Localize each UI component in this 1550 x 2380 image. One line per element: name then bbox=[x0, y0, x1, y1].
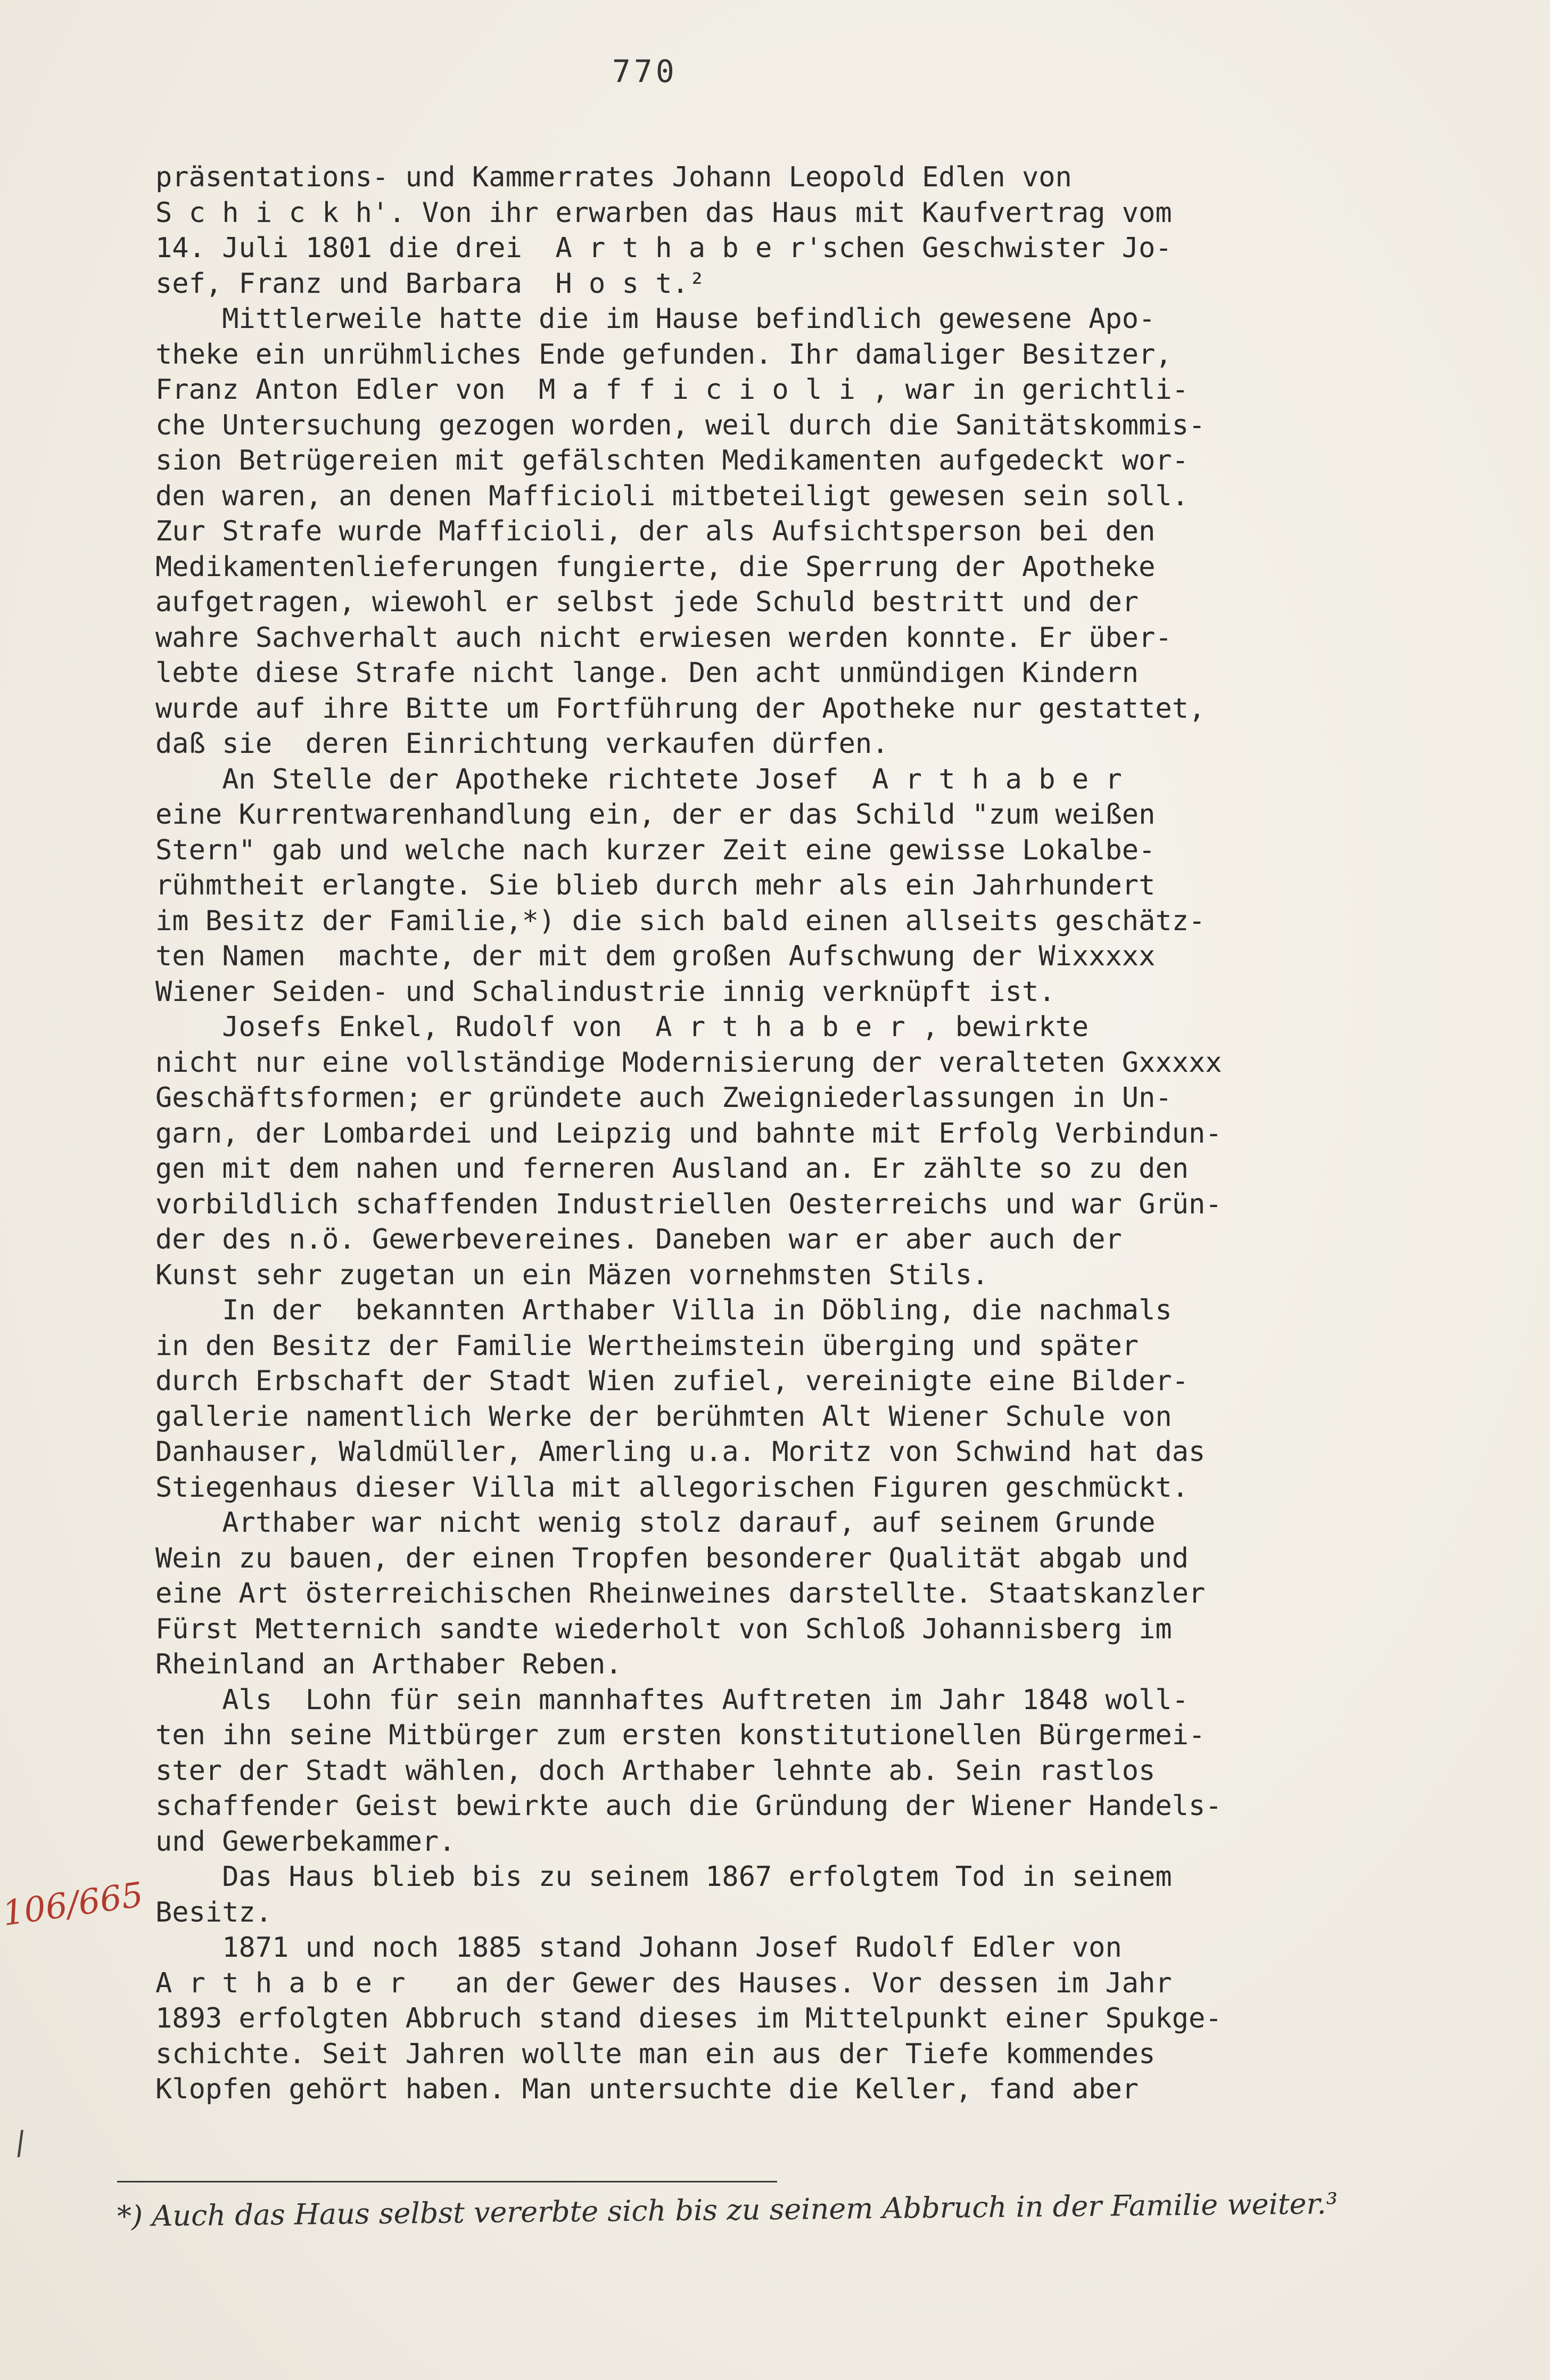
text-line: durch Erbschaft der Stadt Wien zufiel, vereinigte eine Bilder- bbox=[155, 1365, 1189, 1397]
text-line: S c h i c k h'. Von ihr erwarben das Haus mit Kaufvertrag vom bbox=[155, 197, 1172, 229]
text-line: Klopfen gehört haben. Man untersuchte die Keller, fand aber bbox=[155, 2073, 1139, 2105]
text-line: lebte diese Strafe nicht lange. Den acht unmündigen Kindern bbox=[155, 657, 1139, 689]
text-line: schichte. Seit Jahren wollte man ein aus der Tiefe kommendes bbox=[155, 2038, 1156, 2070]
text-line: Josefs Enkel, Rudolf von A r t h a b e r , bewirkte bbox=[155, 1011, 1089, 1043]
text-line: Stern" gab und welche nach kurzer Zeit eine gewisse Lokalbe- bbox=[155, 834, 1156, 866]
text-line: sef, Franz und Barbara H o s t.² bbox=[155, 268, 706, 300]
text-line: 14. Juli 1801 die drei A r t h a b e r'schen Geschwister Jo- bbox=[155, 232, 1172, 264]
text-line: und Gewerbekammer. bbox=[155, 1826, 456, 1858]
text-line: Kunst sehr zugetan un ein Mäzen vornehmsten Stils. bbox=[155, 1259, 989, 1291]
text-line: che Untersuchung gezogen worden, weil durch die Sanitätskommis- bbox=[155, 409, 1206, 441]
text-line: 1871 und noch 1885 stand Johann Josef Rudolf Edler von bbox=[155, 1932, 1122, 1964]
text-line: präsentations- und Kammerrates Johann Leopold Edlen von bbox=[155, 161, 1072, 193]
text-line: sion Betrügereien mit gefälschten Medikamenten aufgedeckt wor- bbox=[155, 445, 1189, 477]
text-line: wurde auf ihre Bitte um Fortführung der Apotheke nur gestattet, bbox=[155, 693, 1206, 725]
text-line: garn, der Lombardei und Leipzig und bahnte mit Erfolg Verbindun- bbox=[155, 1118, 1222, 1150]
text-line: in den Besitz der Familie Wertheimstein überging und später bbox=[155, 1330, 1139, 1362]
footnote-divider bbox=[117, 2181, 777, 2182]
text-line: nicht nur eine vollständige Modernisierung der veralteten Gxxxxx bbox=[155, 1047, 1222, 1079]
text-line: wahre Sachverhalt auch nicht erwiesen werden konnte. Er über- bbox=[155, 622, 1172, 654]
text-line: eine Art österreichischen Rheinweines darstellte. Staatskanzler bbox=[155, 1578, 1206, 1610]
text-line: Medikamentenlieferungen fungierte, die Sperrung der Apotheke bbox=[155, 551, 1156, 583]
text-line: Besitz. bbox=[155, 1897, 273, 1928]
text-line: Franz Anton Edler von M a f f i c i o l i , war in gerichtli- bbox=[155, 374, 1189, 406]
text-line: Zur Strafe wurde Mafficioli, der als Aufsichtsperson bei den bbox=[155, 515, 1156, 547]
text-line: gallerie namentlich Werke der berühmten Alt Wiener Schule von bbox=[155, 1401, 1172, 1433]
text-line: ten Namen machte, der mit dem großen Aufschwung der Wixxxxx bbox=[155, 940, 1156, 972]
text-line: eine Kurrentwarenhandlung ein, der er das Schild "zum weißen bbox=[155, 799, 1156, 831]
text-line: Das Haus blieb bis zu seinem 1867 erfolgtem Tod in seinem bbox=[155, 1861, 1172, 1893]
text-line: An Stelle der Apotheke richtete Josef A r t h a b e r bbox=[155, 764, 1122, 795]
text-line: im Besitz der Familie,*) die sich bald einen allseits geschätz- bbox=[155, 905, 1206, 937]
text-line: schaffender Geist bewirkte auch die Gründung der Wiener Handels- bbox=[155, 1790, 1222, 1822]
text-line: In der bekannten Arthaber Villa in Döbling, die nachmals bbox=[155, 1294, 1172, 1326]
margin-note: 106/665 bbox=[0, 1875, 146, 1934]
page-number: 770 bbox=[612, 53, 678, 89]
text-line: Rheinland an Arthaber Reben. bbox=[155, 1648, 622, 1680]
text-line: daß sie deren Einrichtung verkaufen dürfen. bbox=[155, 728, 889, 760]
margin-mark: / bbox=[12, 2123, 29, 2163]
text-line: theke ein unrühmliches Ende gefunden. Ihr damaliger Besitzer, bbox=[155, 339, 1172, 371]
text-line: aufgetragen, wiewohl er selbst jede Schuld bestritt und der bbox=[155, 586, 1139, 618]
text-line: vorbildlich schaffenden Industriellen Oesterreichs und war Grün- bbox=[155, 1188, 1222, 1220]
text-line: Danhauser, Waldmüller, Amerling u.a. Moritz von Schwind hat das bbox=[155, 1436, 1206, 1468]
text-line: Als Lohn für sein mannhaftes Auftreten im Jahr 1848 woll- bbox=[155, 1684, 1189, 1716]
text-line: der des n.ö. Gewerbevereines. Daneben war er aber auch der bbox=[155, 1224, 1122, 1255]
text-line: A r t h a b e r an der Gewer des Hauses. Vor dessen im Jahr bbox=[155, 1967, 1172, 1999]
text-line: Stiegenhaus dieser Villa mit allegorischen Figuren geschmückt. bbox=[155, 1472, 1189, 1504]
text-line: rühmtheit erlangte. Sie blieb durch mehr als ein Jahrhundert bbox=[155, 869, 1156, 901]
text-line: Geschäftsformen; er gründete auch Zweigniederlassungen in Un- bbox=[155, 1082, 1172, 1114]
text-line: ster der Stadt wählen, doch Arthaber lehnte ab. Sein rastlos bbox=[155, 1755, 1156, 1787]
text-line: den waren, an denen Mafficioli mitbeteiligt gewesen sein soll. bbox=[155, 480, 1189, 512]
text-line: ten ihn seine Mitbürger zum ersten konstitutionellen Bürgermei- bbox=[155, 1719, 1206, 1751]
text-line: Mittlerweile hatte die im Hause befindlich gewesene Apo- bbox=[155, 303, 1156, 335]
text-line: Wein zu bauen, der einen Tropfen besonderer Qualität abgab und bbox=[155, 1542, 1189, 1574]
text-line: 1893 erfolgten Abbruch stand dieses im Mittelpunkt einer Spukge- bbox=[155, 2003, 1222, 2034]
text-line: Fürst Metternich sandte wiederholt von Schloß Johannisberg im bbox=[155, 1613, 1172, 1645]
text-line: Wiener Seiden- und Schalindustrie innig verknüpft ist. bbox=[155, 976, 1056, 1008]
footnote: *) Auch das Haus selbst vererbte sich bis zu seinem Abbruch in der Familie weiter.³ bbox=[117, 2187, 1338, 2234]
text-line: gen mit dem nahen und ferneren Ausland an. Er zählte so zu den bbox=[155, 1153, 1189, 1185]
text-line: Arthaber war nicht wenig stolz darauf, auf seinem Grunde bbox=[155, 1507, 1156, 1539]
